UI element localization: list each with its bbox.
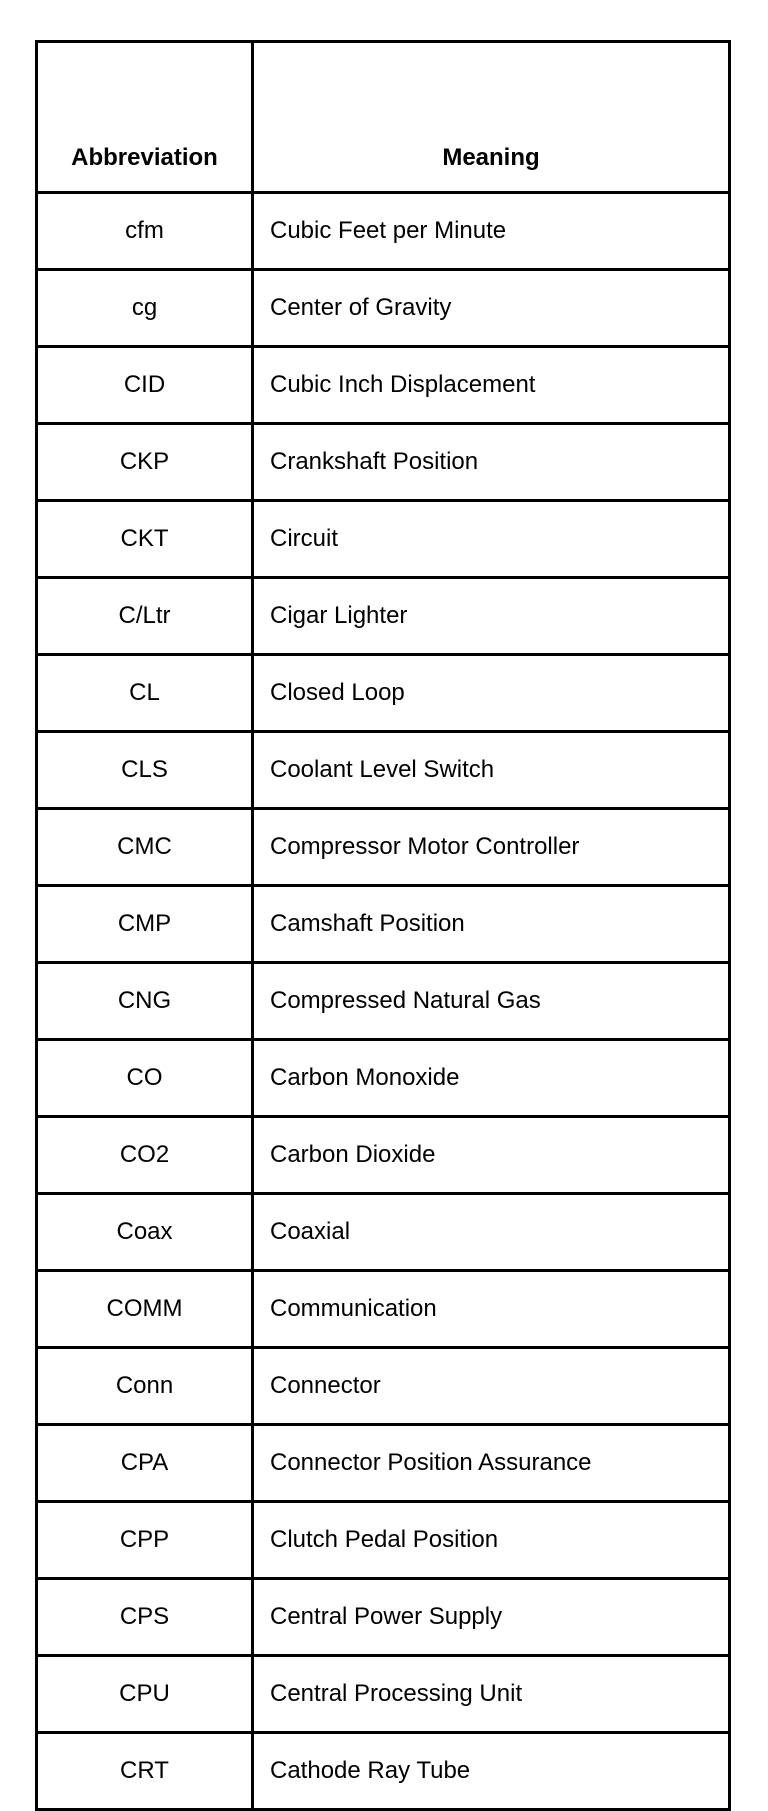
abbreviation-cell: CPP bbox=[37, 1502, 253, 1579]
meaning-cell: Central Power Supply bbox=[253, 1579, 730, 1656]
table-row bbox=[37, 1579, 730, 1656]
table-row bbox=[37, 1194, 730, 1271]
table-row bbox=[37, 732, 730, 809]
table-row bbox=[37, 1425, 730, 1502]
table-row bbox=[37, 424, 730, 501]
abbreviation-cell: CPU bbox=[37, 1656, 253, 1733]
table-row bbox=[37, 578, 730, 655]
table-row bbox=[37, 1271, 730, 1348]
abbreviation-cell: CMC bbox=[37, 809, 253, 886]
meaning-cell: Cubic Feet per Minute bbox=[253, 193, 730, 270]
abbreviations-table bbox=[35, 40, 731, 1811]
table-row bbox=[37, 347, 730, 424]
table-row bbox=[37, 501, 730, 578]
table-body bbox=[37, 193, 730, 1810]
abbreviation-cell: C/Ltr bbox=[37, 578, 253, 655]
table-row bbox=[37, 270, 730, 347]
meaning-cell: Center of Gravity bbox=[253, 270, 730, 347]
meaning-cell: Crankshaft Position bbox=[253, 424, 730, 501]
meaning-cell: Camshaft Position bbox=[253, 886, 730, 963]
abbreviation-cell: CKT bbox=[37, 501, 253, 578]
meaning-column-header: Meaning bbox=[253, 42, 730, 193]
table-row bbox=[37, 1117, 730, 1194]
table-row bbox=[37, 1040, 730, 1117]
abbreviation-column-header: Abbreviation bbox=[37, 42, 253, 193]
header-row bbox=[37, 42, 730, 193]
abbreviation-cell: CL bbox=[37, 655, 253, 732]
abbreviation-cell: cfm bbox=[37, 193, 253, 270]
meaning-cell: Communication bbox=[253, 1271, 730, 1348]
meaning-cell: Circuit bbox=[253, 501, 730, 578]
table-row bbox=[37, 1733, 730, 1810]
meaning-cell: Clutch Pedal Position bbox=[253, 1502, 730, 1579]
table-row bbox=[37, 963, 730, 1040]
abbreviation-cell: CKP bbox=[37, 424, 253, 501]
table-row bbox=[37, 886, 730, 963]
abbreviation-cell: CRT bbox=[37, 1733, 253, 1810]
abbreviation-cell: CO bbox=[37, 1040, 253, 1117]
meaning-cell: Connector bbox=[253, 1348, 730, 1425]
table-row bbox=[37, 193, 730, 270]
meaning-cell: Connector Position Assurance bbox=[253, 1425, 730, 1502]
meaning-cell: Cathode Ray Tube bbox=[253, 1733, 730, 1810]
meaning-cell: Coolant Level Switch bbox=[253, 732, 730, 809]
meaning-cell: Cubic Inch Displacement bbox=[253, 347, 730, 424]
meaning-cell: Central Processing Unit bbox=[253, 1656, 730, 1733]
abbreviation-cell: CID bbox=[37, 347, 253, 424]
table-row bbox=[37, 1502, 730, 1579]
abbreviation-cell: Coax bbox=[37, 1194, 253, 1271]
table-row bbox=[37, 1656, 730, 1733]
abbreviation-cell: CMP bbox=[37, 886, 253, 963]
meaning-cell: Carbon Dioxide bbox=[253, 1117, 730, 1194]
table-row bbox=[37, 1348, 730, 1425]
meaning-cell: Closed Loop bbox=[253, 655, 730, 732]
meaning-cell: Compressed Natural Gas bbox=[253, 963, 730, 1040]
table-row bbox=[37, 655, 730, 732]
abbreviation-cell: cg bbox=[37, 270, 253, 347]
abbreviation-cell: CO2 bbox=[37, 1117, 253, 1194]
table-header bbox=[37, 42, 730, 193]
abbreviation-cell: CPA bbox=[37, 1425, 253, 1502]
meaning-cell: Carbon Monoxide bbox=[253, 1040, 730, 1117]
meaning-cell: Coaxial bbox=[253, 1194, 730, 1271]
abbreviation-cell: Conn bbox=[37, 1348, 253, 1425]
abbreviation-cell: CNG bbox=[37, 963, 253, 1040]
table-row bbox=[37, 809, 730, 886]
meaning-cell: Cigar Lighter bbox=[253, 578, 730, 655]
abbreviation-cell: CLS bbox=[37, 732, 253, 809]
abbreviation-cell: COMM bbox=[37, 1271, 253, 1348]
abbreviation-cell: CPS bbox=[37, 1579, 253, 1656]
meaning-cell: Compressor Motor Controller bbox=[253, 809, 730, 886]
